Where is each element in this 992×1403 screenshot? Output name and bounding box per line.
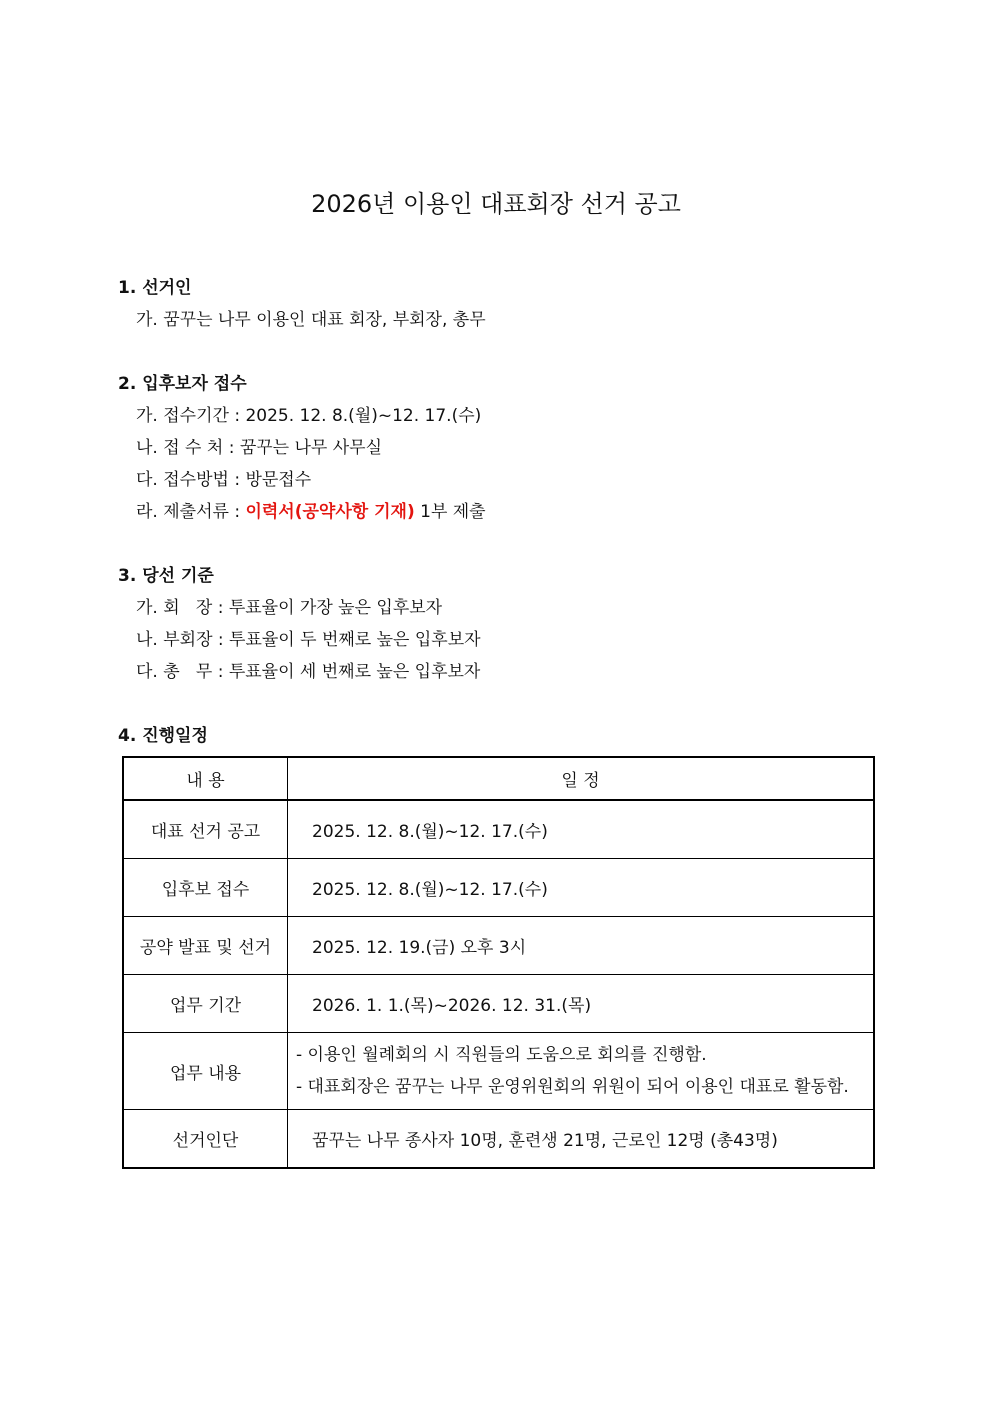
item-prefix: 라. 제출서류 : (136, 502, 246, 522)
list-item: 가. 접수기간 : 2025. 12. 8.(월)~12. 17.(수) (136, 406, 482, 426)
list-item: 가. 회 장 : 투표율이 가장 높은 입후보자 (136, 598, 443, 618)
row-label: 대표 선거 공고 (123, 800, 288, 859)
table-row (123, 1033, 874, 1110)
row-value: 2025. 12. 19.(금) 오후 3시 (288, 917, 875, 975)
page-title: 2026년 이용인 대표회장 선거 공고 (311, 190, 681, 218)
row-label: 업무 기간 (123, 975, 288, 1033)
list-item: 나. 부회장 : 투표율이 두 번째로 높은 입후보자 (136, 630, 481, 650)
list-item: 나. 접 수 처 : 꿈꾸는 나무 사무실 (136, 438, 383, 458)
row-value: 2026. 1. 1.(목)~2026. 12. 31.(목) (288, 975, 875, 1033)
table-header-row (123, 757, 874, 800)
table-row (123, 859, 874, 917)
header-cell: 내 용 (123, 757, 288, 800)
row-label: 입후보 접수 (123, 859, 288, 917)
row-label: 선거인단 (123, 1110, 288, 1169)
section-heading: 2. 입후보자 접수 (118, 374, 247, 394)
row-value-line: - 대표회장은 꿈꾸는 나무 운영위원회의 위원이 되어 이용인 대표로 활동함. (296, 1077, 849, 1097)
section-heading: 1. 선거인 (118, 278, 192, 298)
section-heading: 3. 당선 기준 (118, 566, 214, 586)
table-row (123, 800, 874, 859)
row-value-line: - 이용인 월례회의 시 직원들의 도움으로 회의를 진행함. (296, 1045, 707, 1065)
list-item (136, 497, 486, 522)
row-label: 공약 발표 및 선거 (123, 917, 288, 975)
header-cell: 일 정 (288, 757, 875, 800)
table-row (123, 975, 874, 1033)
list-item: 다. 접수방법 : 방문접수 (136, 470, 312, 490)
schedule-table (122, 756, 875, 1169)
row-value: 2025. 12. 8.(월)~12. 17.(수) (288, 859, 875, 917)
item-suffix: 1부 제출 (414, 502, 486, 522)
table-row (123, 917, 874, 975)
list-item: 다. 총 무 : 투표율이 세 번째로 높은 입후보자 (136, 662, 481, 682)
highlight-text: 이력서(공약사항 기재) (245, 502, 415, 522)
row-value: 2025. 12. 8.(월)~12. 17.(수) (288, 800, 875, 859)
section-heading: 4. 진행일정 (118, 726, 208, 746)
row-label: 업무 내용 (123, 1033, 288, 1110)
list-item: 가. 꿈꾸는 나무 이용인 대표 회장, 부회장, 총무 (136, 310, 486, 330)
table-row (123, 1110, 874, 1169)
row-value: 꿈꾸는 나무 종사자 10명, 훈련생 21명, 근로인 12명 (총43명) (288, 1110, 875, 1169)
row-value (288, 1033, 875, 1110)
